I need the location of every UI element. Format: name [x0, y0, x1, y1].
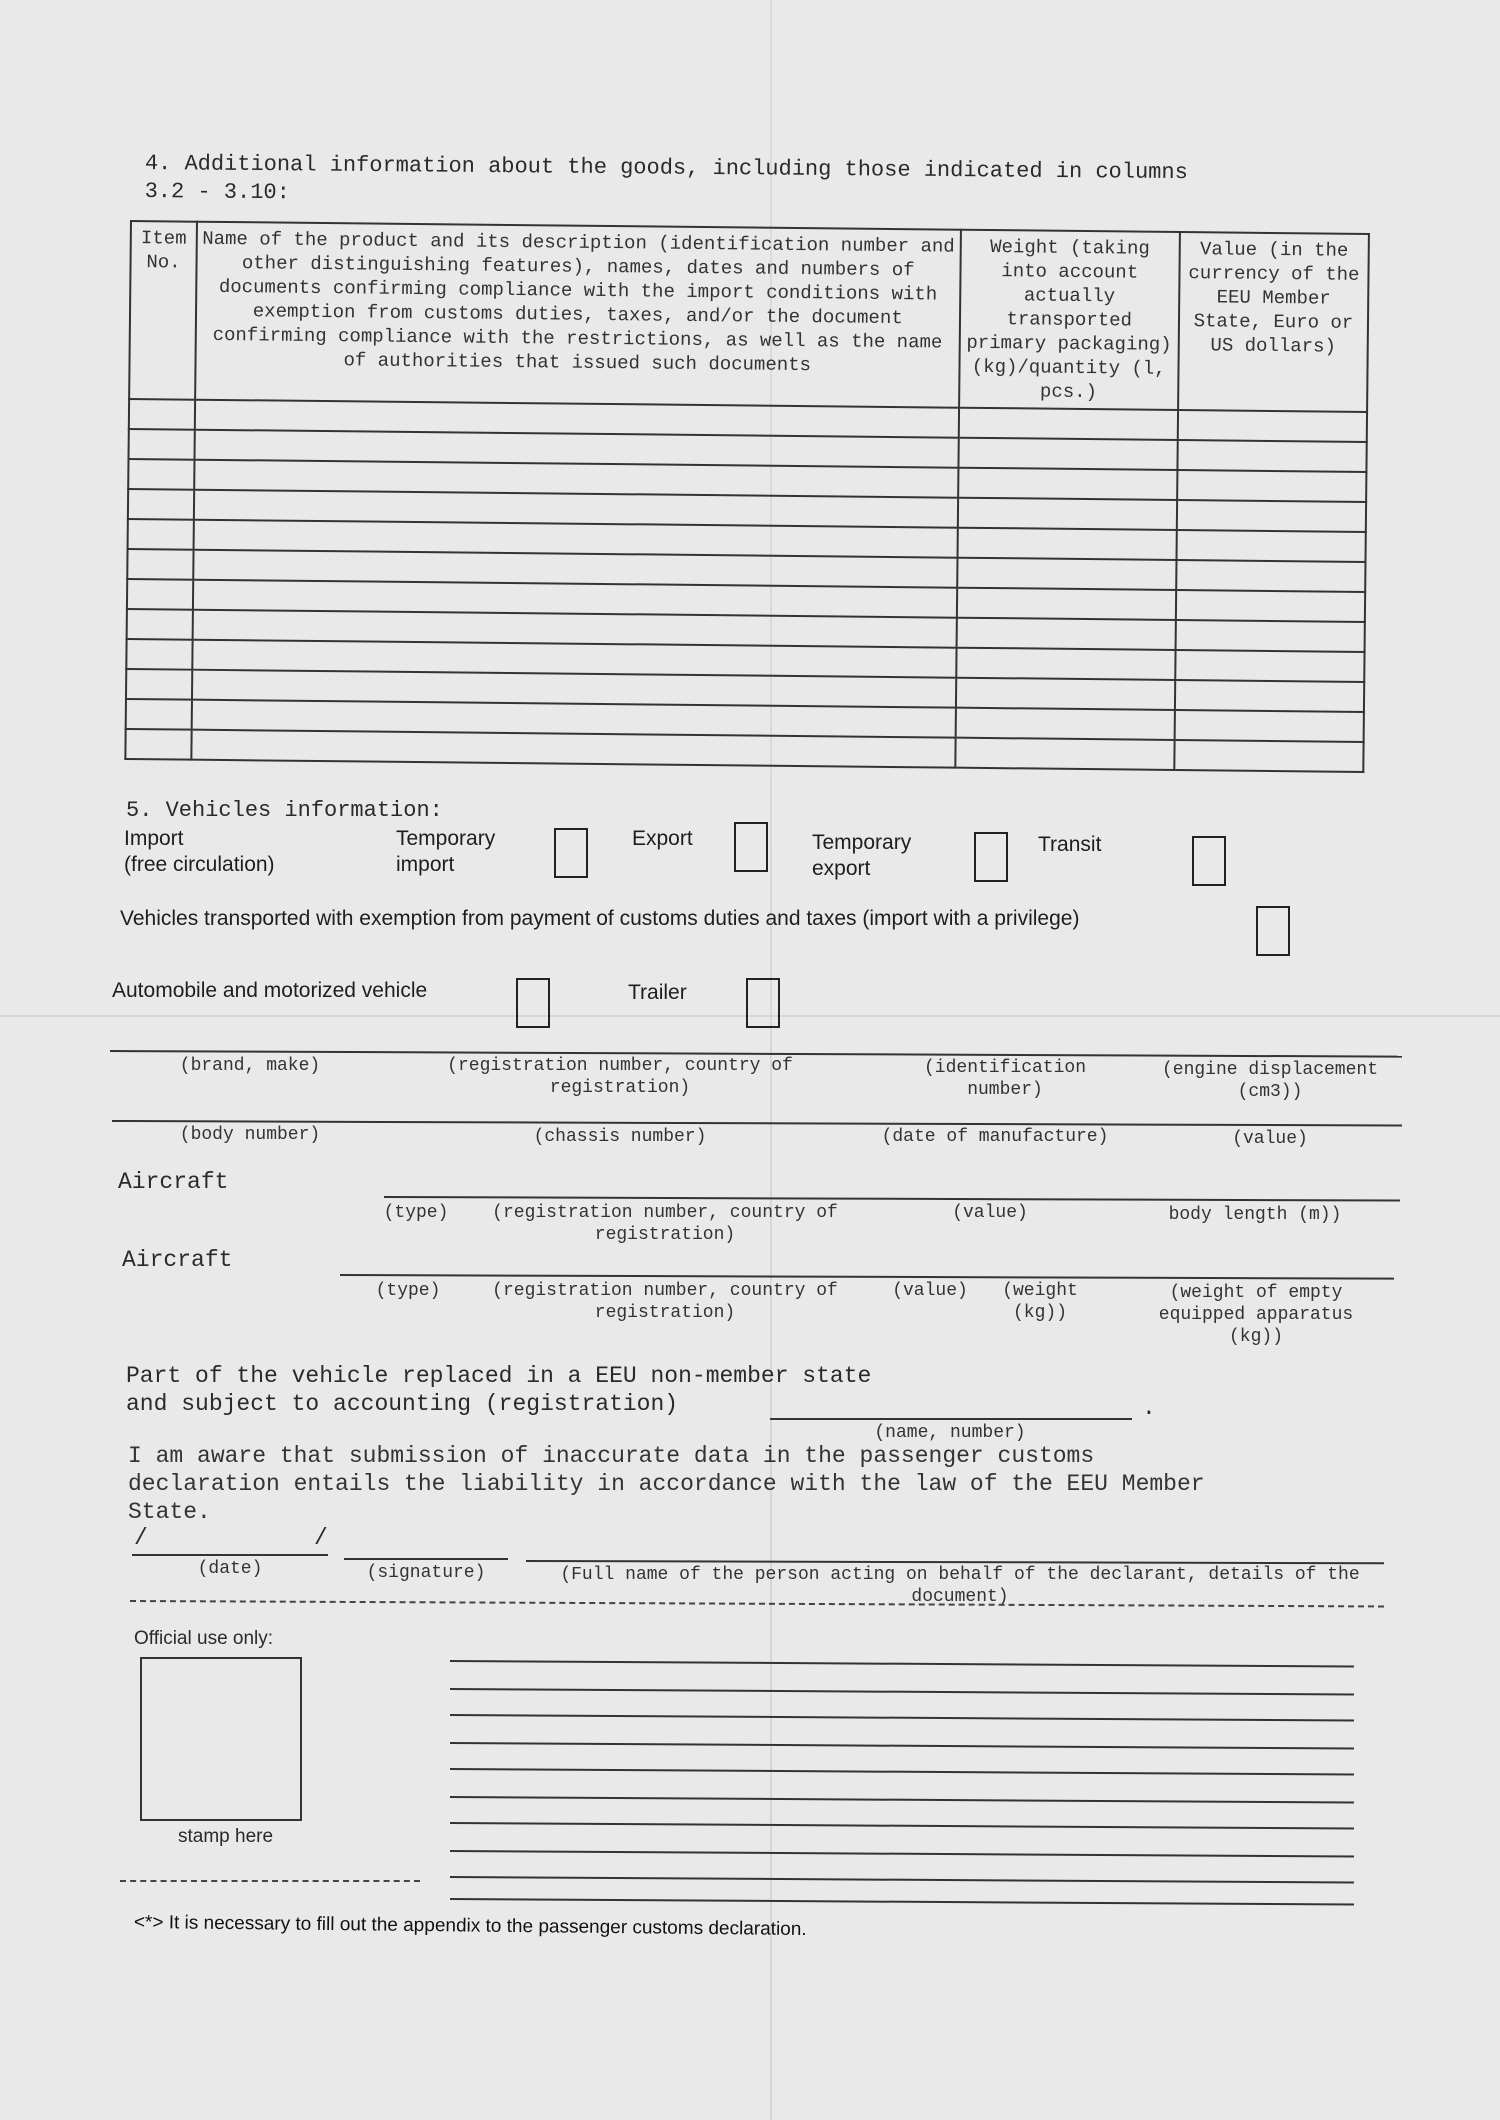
temporary-import-label: Temporary	[396, 827, 496, 850]
table-cell[interactable]	[1177, 440, 1366, 472]
declaration-line1: I am aware that submission of inaccurate data in the passenger customs	[128, 1443, 1095, 1469]
footnote: <*> It is necessary to fill out the appendix to the passenger customs declaration.	[133, 1912, 807, 1941]
aircraft-2-weight-caption: (weight (kg))	[1002, 1281, 1078, 1323]
table-cell[interactable]	[957, 528, 1177, 560]
table-cell[interactable]	[126, 669, 192, 700]
table-cell[interactable]	[955, 708, 1175, 740]
replaced-part-text	[126, 1362, 871, 1418]
value-caption: (value)	[1232, 1129, 1308, 1149]
section-4-title-line1: 4. Additional information about the goods, including those indicated in columns	[144, 150, 1188, 186]
table-cell[interactable]	[126, 639, 192, 670]
table-cell[interactable]	[128, 429, 194, 460]
aircraft-1-value-caption: (value)	[952, 1203, 1028, 1223]
table-cell[interactable]	[1177, 470, 1366, 502]
manufacture-date-caption: (date of manufacture)	[881, 1127, 1109, 1147]
table-cell[interactable]	[1175, 620, 1364, 652]
table-cell[interactable]	[128, 519, 194, 550]
temporary-export-sub: export	[812, 857, 871, 880]
official-writing-line[interactable]	[450, 1660, 1354, 1668]
header-item-no: Item No.	[129, 221, 197, 400]
goods-table-header	[129, 221, 1369, 412]
trailer-checkbox[interactable]	[746, 978, 780, 1028]
signature-line[interactable]	[344, 1558, 508, 1560]
trailer-label: Trailer	[628, 981, 687, 1004]
chassis-caption: (chassis number)	[533, 1127, 707, 1147]
declaration-line2: declaration entails the liability in accordance with the law of the EEU Member	[128, 1471, 1205, 1497]
aircraft-label-2: Aircraft	[122, 1247, 233, 1273]
engine-caption: (engine displacement (cm3))	[1161, 1060, 1379, 1102]
stamp-dashed-line	[120, 1880, 420, 1882]
temporary-export-label: Temporary	[812, 831, 912, 854]
export-label: Export	[632, 827, 693, 850]
official-writing-line[interactable]	[450, 1768, 1354, 1776]
temporary-import-checkbox[interactable]	[554, 828, 588, 878]
official-writing-line[interactable]	[450, 1796, 1354, 1804]
aircraft-label-1: Aircraft	[118, 1169, 229, 1195]
replaced-part-line1: Part of the vehicle replaced in a EEU non-member state	[126, 1363, 872, 1389]
import-label: Import	[124, 827, 184, 850]
table-cell[interactable]	[956, 648, 1176, 680]
table-cell[interactable]	[1176, 560, 1365, 592]
section-5-title: 5. Vehicles information:	[126, 798, 443, 823]
table-cell[interactable]	[1178, 410, 1367, 442]
table-cell[interactable]	[1177, 500, 1366, 532]
official-use-label: Official use only:	[134, 1628, 274, 1649]
aircraft-line-1[interactable]	[384, 1196, 1400, 1202]
table-cell[interactable]	[958, 468, 1178, 500]
table-cell[interactable]	[956, 618, 1176, 650]
aircraft-2-registration-caption: (registration number, country of registration)	[492, 1281, 838, 1323]
table-cell[interactable]	[129, 399, 195, 430]
temporary-import-option	[396, 826, 495, 878]
official-writing-line[interactable]	[450, 1876, 1354, 1884]
registration-caption: (registration number, country of registration)	[447, 1056, 793, 1098]
header-product-name: Name of the product and its description (identification number and other distinguishing features), names, dates and numbers of documents confirming compliance with the import conditions with exemption from customs duties, taxes, and/or the document confirming compliance with the restrictions, as well as the name of authorities that issued such documents	[195, 222, 961, 408]
replaced-part-line[interactable]	[770, 1418, 1132, 1420]
table-cell[interactable]	[1175, 650, 1364, 682]
table-cell[interactable]	[956, 678, 1176, 710]
privilege-label: Vehicles transported with exemption from payment of customs duties and taxes (import with a privilege)	[120, 907, 1080, 930]
table-cell[interactable]	[958, 408, 1178, 440]
aircraft-1-type-caption: (type)	[383, 1203, 449, 1223]
table-cell[interactable]	[1176, 590, 1365, 622]
declaration-text	[128, 1442, 1428, 1526]
table-cell[interactable]	[1175, 680, 1364, 712]
aircraft-line-2[interactable]	[340, 1274, 1394, 1280]
export-checkbox[interactable]	[734, 822, 768, 872]
aircraft-1-registration-caption: (registration number, country of registration)	[492, 1203, 838, 1245]
body-number-caption: (body number)	[179, 1125, 321, 1145]
import-sub: (free circulation)	[124, 853, 275, 876]
transit-checkbox[interactable]	[1192, 836, 1226, 886]
table-cell[interactable]	[1175, 710, 1364, 742]
table-cell[interactable]	[1176, 530, 1365, 562]
date-caption: (date)	[197, 1559, 263, 1579]
replaced-part-period: .	[1142, 1395, 1156, 1421]
official-writing-line[interactable]	[450, 1688, 1354, 1696]
full-name-caption: (Full name of the person acting on behalf of the declarant, details of the document)	[560, 1565, 1360, 1607]
stamp-caption: stamp here	[178, 1826, 274, 1847]
goods-table-body	[125, 399, 1367, 772]
automobile-checkbox[interactable]	[516, 978, 550, 1028]
privilege-checkbox[interactable]	[1256, 906, 1290, 956]
table-cell[interactable]	[1174, 740, 1363, 772]
table-cell[interactable]	[128, 489, 194, 520]
declaration-line3: State.	[128, 1499, 211, 1525]
identification-caption: (identification number)	[923, 1058, 1087, 1100]
official-writing-line[interactable]	[450, 1822, 1354, 1830]
table-cell[interactable]	[128, 459, 194, 490]
date-slash-2: /	[314, 1525, 328, 1551]
date-line[interactable]	[132, 1554, 328, 1556]
table-cell[interactable]	[956, 588, 1176, 620]
aircraft-2-empty-weight-caption: (weight of empty equipped apparatus (kg))	[1158, 1283, 1354, 1347]
official-writing-line[interactable]	[450, 1898, 1354, 1906]
aircraft-1-body-length-caption: body length (m))	[1168, 1205, 1342, 1225]
temporary-export-option	[812, 830, 911, 882]
aircraft-2-type-caption: (type)	[375, 1281, 441, 1301]
header-weight: Weight (taking into account actually transported primary packaging) (kg)/quantity (l, pcs.)	[959, 230, 1180, 410]
table-cell[interactable]	[126, 699, 192, 730]
official-writing-line[interactable]	[450, 1850, 1354, 1858]
replaced-part-line2: and subject to accounting (registration)	[126, 1391, 679, 1417]
table-cell[interactable]	[957, 498, 1177, 530]
temporary-export-checkbox[interactable]	[974, 832, 1008, 882]
table-cell[interactable]	[958, 438, 1178, 470]
automobile-label: Automobile and motorized vehicle	[112, 979, 428, 1002]
table-cell[interactable]	[957, 558, 1177, 590]
temporary-import-sub: import	[396, 853, 455, 876]
table-cell[interactable]	[125, 729, 191, 760]
goods-table	[124, 220, 1370, 773]
section-4-title	[145, 150, 1345, 216]
date-slash-1: /	[134, 1525, 148, 1551]
table-cell[interactable]	[127, 549, 193, 580]
table-cell[interactable]	[127, 609, 193, 640]
header-value: Value (in the currency of the EEU Member State, Euro or US dollars)	[1178, 232, 1369, 412]
brand-caption: (brand, make)	[179, 1056, 321, 1076]
official-writing-line[interactable]	[450, 1714, 1354, 1722]
aircraft-2-value-caption: (value)	[892, 1281, 968, 1301]
transit-label: Transit	[1038, 833, 1102, 856]
signature-caption: (signature)	[366, 1563, 486, 1583]
section-4-title-line2: 3.2 - 3.10:	[144, 178, 290, 206]
table-cell[interactable]	[955, 738, 1175, 770]
stamp-box	[140, 1657, 302, 1821]
replaced-part-caption: (name, number)	[874, 1423, 1026, 1443]
table-cell[interactable]	[127, 579, 193, 610]
official-writing-line[interactable]	[450, 1742, 1354, 1750]
import-option	[124, 826, 275, 878]
